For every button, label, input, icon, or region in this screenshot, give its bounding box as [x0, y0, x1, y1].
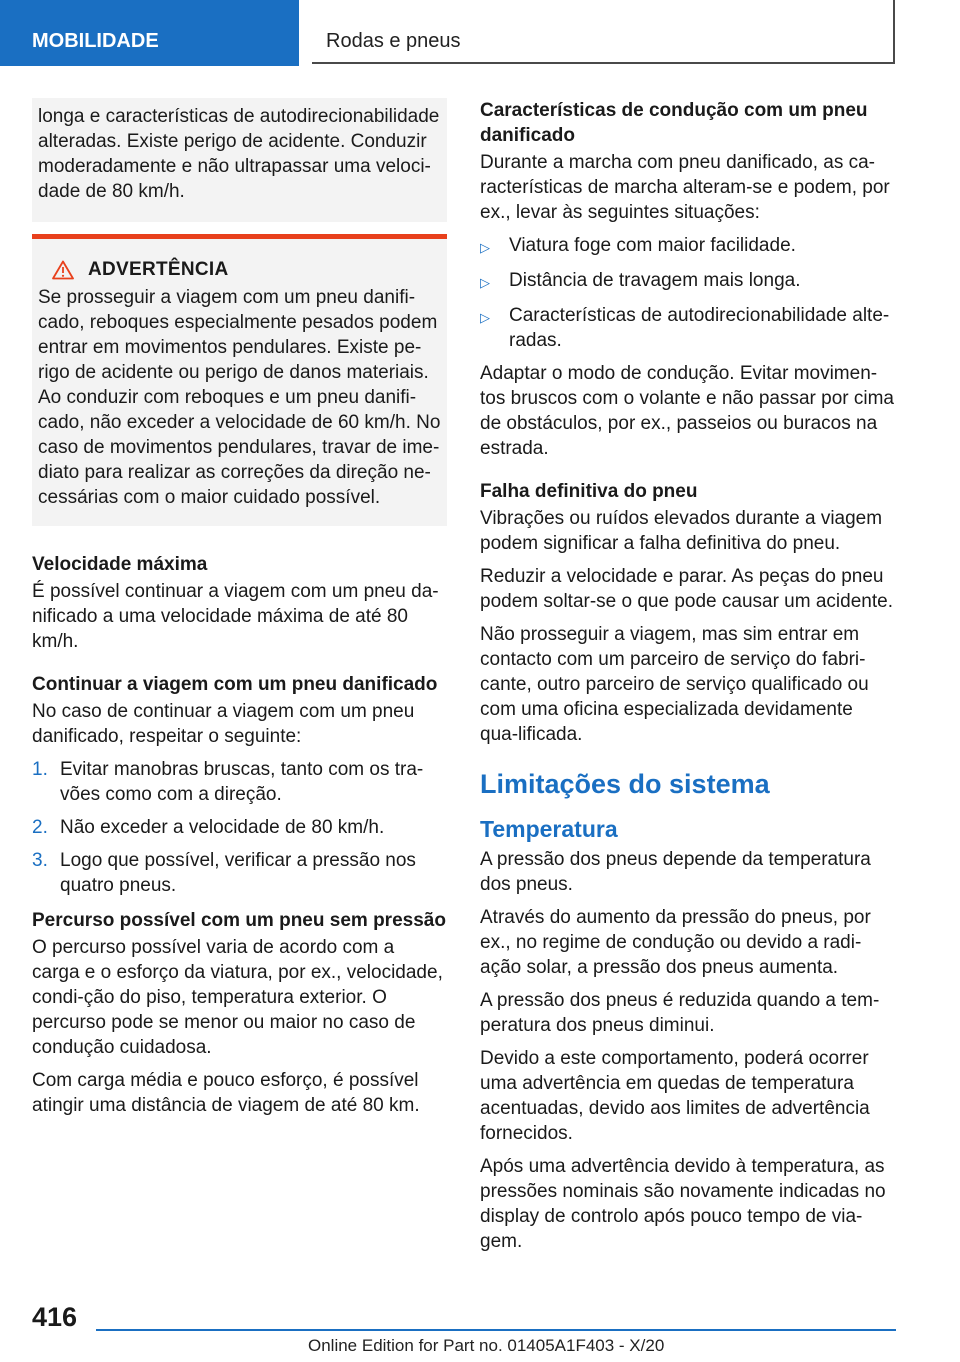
bullet-list: [480, 233, 895, 353]
warning-text: Se prosseguir a viagem com um pneu danifi-cado, reboques especialmente pesados podem entrar em movimentos pendulares. Existe pe-rigo de acidente ou perigo de danos materiais. Ao conduzir com reboques e um pneu danifi-cado, não exceder a velocidade de 60 km/h. No caso de movimentos pendulares, travar de ime-diato para realizar as correções da direção ne-cessárias com o maior cuidado possível.: [38, 287, 441, 508]
temperature-text-5: Após uma advertência devido à temperatura, as pressões nominais são novamente indicadas no display de controlo após pouco tempo de via-gem.: [480, 1156, 886, 1252]
continue-driving-text: No caso de continuar a viagem com um pneu danificado, respeitar o seguinte:: [32, 701, 415, 747]
max-speed-text: É possível continuar a viagem com um pneu da-nificado a uma velocidade máxima de até 80 km/h.: [32, 581, 439, 652]
temperature-text-1: A pressão dos pneus depende da temperatura dos pneus.: [480, 849, 871, 895]
triangle-bullet-icon: ▷: [480, 310, 490, 325]
list-item: 3. Logo que possível, verificar a pressão nos quatro pneus.: [32, 850, 416, 896]
tire-failure-text-1: Vibrações ou ruídos elevados durante a viagem podem significar a falha definitiva do pneu.: [480, 508, 883, 554]
list-item: ▷ Distância de travagem mais longa.: [480, 268, 895, 295]
heading-driving-characteristics: Características de condução com um pneu danificado: [480, 100, 868, 146]
heading-tire-failure: Falha definitiva do pneu: [480, 481, 698, 502]
heading-temperature: Temperatura: [480, 816, 618, 842]
right-column: [480, 98, 895, 1262]
warning-title: ADVERTÊNCIA: [88, 259, 229, 280]
triangle-bullet-icon: ▷: [480, 275, 490, 290]
page-header: [0, 0, 960, 66]
warning-box: [32, 234, 447, 526]
distance-text-2: Com carga média e pouco esforço, é possível atingir uma distância de viagem de até 80 km.: [32, 1070, 420, 1116]
chapter-title: Rodas e pneus: [312, 0, 895, 64]
temperature-text-3: A pressão dos pneus é reduzida quando a tem-peratura dos pneus diminui.: [480, 990, 880, 1036]
left-column: [32, 98, 447, 1126]
triangle-bullet-icon: ▷: [480, 240, 490, 255]
distance-text-1: O percurso possível varia de acordo com a carga e o esforço da viatura, por ex., velocidade, condi-ção do piso, temperatura exterior. O percurso pode se menor ou maior no caso de condução cuidadosa.: [32, 937, 443, 1058]
heading-continue-driving: Continuar a viagem com um pneu danificado: [32, 674, 438, 695]
continued-note-box: [32, 98, 447, 222]
temperature-text-4: Devido a este comportamento, poderá ocorrer uma advertência em quedas de temperatura acentuadas, devido aos limites de advertência fornecidos.: [480, 1048, 870, 1144]
tire-failure-text-3: Não prosseguir a viagem, mas sim entrar em contacto com um parceiro de serviço do fabri-cante, outro parceiro de serviço qualificado ou com uma oficina especializada devidamente qua-lificada.: [480, 624, 869, 745]
adapt-driving-text: Adaptar o modo de condução. Evitar movimen-tos bruscos com o volante e não passar por cima de obstáculos, por ex., passeios ou buracos na estrada.: [480, 363, 894, 459]
tire-failure-text-2: Reduzir a velocidade e parar. As peças do pneu podem soltar-se o que pode causar um acidente.: [480, 566, 893, 612]
heading-possible-distance: Percurso possível com um pneu sem pressão: [32, 910, 446, 931]
list-item: 2. Não exceder a velocidade de 80 km/h.: [32, 817, 385, 838]
warning-heading: [38, 259, 441, 281]
temperature-text-2: Através do aumento da pressão do pneus, por ex., no regime de condução ou devido a radi-ação solar, a pressão dos pneus aumenta.: [480, 907, 871, 978]
page-number: 416: [32, 1302, 78, 1332]
list-item: ▷ Viatura foge com maior facilidade.: [480, 233, 895, 260]
note-text: longa e características de autodirecionabilidade alteradas. Existe perigo de acidente. Conduzir moderadamente e não ultrapassar uma veloci-dade de 80 km/h.: [38, 106, 440, 202]
driving-characteristics-text: Durante a marcha com pneu danificado, as ca-racterísticas de marcha alteram-se e podem, por ex., levar às seguintes situações:: [480, 152, 890, 223]
footer-edition: Online Edition for Part no. 01405A1F403 - X/20: [308, 1336, 665, 1355]
list-item: 1. Evitar manobras bruscas, tanto com os tra-vões como com a direção.: [32, 759, 424, 805]
heading-system-limits: Limitações do sistema: [480, 769, 770, 799]
footer-divider: [96, 1329, 896, 1331]
section-tab: MOBILIDADE: [0, 0, 299, 66]
list-item: ▷ Características de autodirecionabilidade alte-radas.: [480, 305, 890, 351]
heading-max-speed: Velocidade máxima: [32, 554, 208, 575]
numbered-list: [32, 757, 447, 898]
warning-triangle-icon: [52, 260, 74, 280]
